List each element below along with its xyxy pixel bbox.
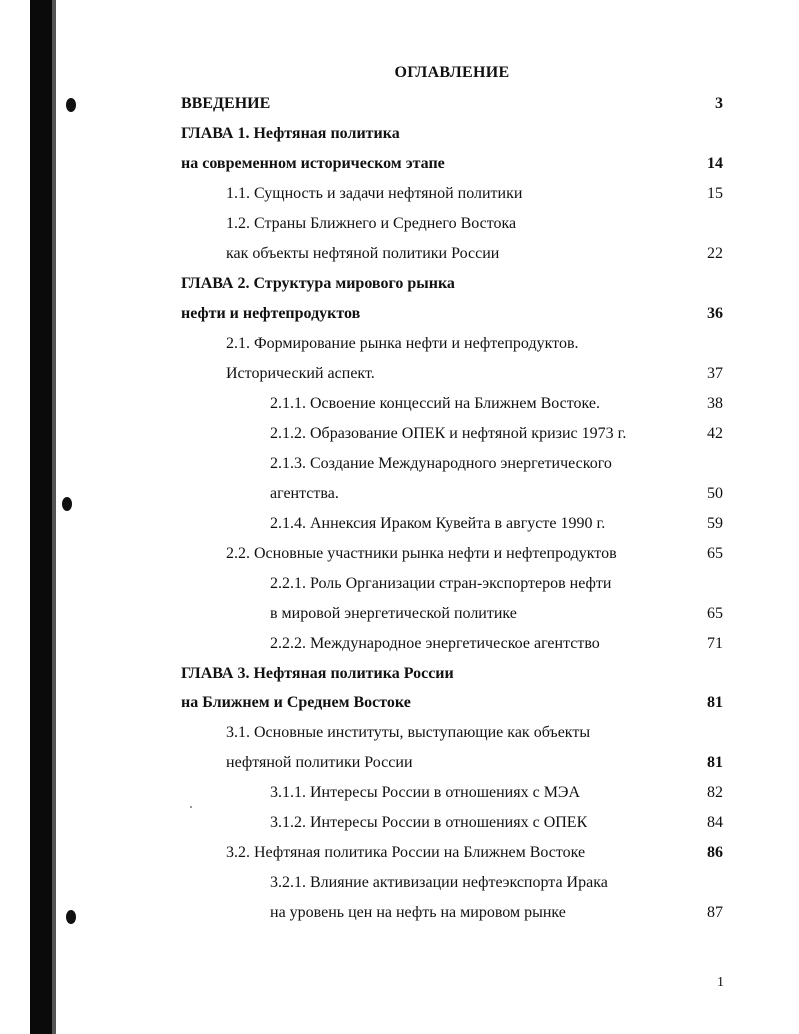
page-number: 1 <box>717 975 724 990</box>
toc-entry-text: 3.2. Нефтяная политика России на Ближнем Востоке <box>226 844 586 861</box>
toc-entry-text: 3.2.1. Влияние активизации нефтеэкспорта Ирака <box>270 874 608 891</box>
toc-entry-page: 37 <box>707 365 723 382</box>
toc-entry-page: 84 <box>707 814 723 831</box>
toc-entry-text: 2.1.1. Освоение концессий на Ближнем Востоке. <box>270 395 600 412</box>
toc-entry[interactable] <box>0 812 799 834</box>
toc-entry[interactable] <box>0 483 799 505</box>
toc-entry[interactable] <box>0 243 799 265</box>
toc-entry[interactable] <box>0 663 799 685</box>
toc-entry-text: Исторический аспект. <box>226 365 375 382</box>
toc-entry-text: 1.1. Сущность и задачи нефтяной политики <box>226 185 523 202</box>
toc-entry-page: 65 <box>707 545 723 562</box>
toc-entry-text: ГЛАВА 3. Нефтяная политика России <box>181 665 454 682</box>
toc-entry-text: 3.1.1. Интересы России в отношениях с МЭА <box>270 784 581 801</box>
toc-entry-text: как объекты нефтяной политики России <box>226 245 500 262</box>
toc-entry-page: 81 <box>707 754 723 771</box>
toc-entry[interactable] <box>0 543 799 565</box>
toc-entry-page: 71 <box>707 635 723 652</box>
toc-entry-text: на уровень цен на нефть на мировом рынке <box>270 904 566 921</box>
toc-entry[interactable] <box>0 722 799 744</box>
toc-entry[interactable] <box>0 453 799 475</box>
toc-entry-page: 14 <box>707 155 723 172</box>
toc-entry-text: 2.2. Основные участники рынка нефти и нефтепродуктов <box>226 545 617 562</box>
toc-entry-page: 59 <box>707 515 723 532</box>
toc-entry-page: 86 <box>707 844 723 861</box>
toc-entry[interactable] <box>0 902 799 924</box>
toc-entry-page: 87 <box>707 904 723 921</box>
toc-entry-page: 50 <box>707 485 723 502</box>
toc-entry[interactable] <box>0 692 799 714</box>
toc-entry-page: 36 <box>707 305 723 322</box>
toc-entry-text: ВВЕДЕНИЕ <box>181 95 271 112</box>
toc-entry[interactable] <box>0 213 799 235</box>
toc-entry-text: 2.2.1. Роль Организации стран-экспортеров нефти <box>270 575 612 592</box>
toc-entry-text: 2.1. Формирование рынка нефти и нефтепродуктов. <box>226 335 579 352</box>
toc-entry-text: агентства. <box>270 485 339 502</box>
toc-entry[interactable] <box>0 393 799 415</box>
toc-entry[interactable] <box>0 363 799 385</box>
toc-entry[interactable] <box>0 123 799 145</box>
toc-entry[interactable] <box>0 183 799 205</box>
toc-entry-text: ГЛАВА 2. Структура мирового рынка <box>181 275 455 292</box>
toc-entry[interactable] <box>0 423 799 445</box>
toc-entry[interactable] <box>0 573 799 595</box>
toc-title: ОГЛАВЛЕНИЕ <box>394 64 510 81</box>
toc-entry[interactable] <box>0 752 799 774</box>
toc-entry[interactable] <box>0 603 799 625</box>
toc-entry-text: 2.1.2. Образование ОПЕК и нефтяной кризис 1973 г. <box>270 425 627 442</box>
toc-entry-text: 2.1.4. Аннексия Ираком Кувейта в августе 1990 г. <box>270 515 606 532</box>
toc-entry-text: на Ближнем и Среднем Востоке <box>181 694 411 711</box>
toc-entry-text: 3.1.2. Интересы России в отношениях с ОПЕК <box>270 814 588 831</box>
toc-entry-text: нефтяной политики России <box>226 754 413 771</box>
toc-entry[interactable] <box>0 782 799 804</box>
toc-entry-page: 3 <box>715 95 723 112</box>
scan-speck <box>190 806 192 808</box>
toc-entry-text: ГЛАВА 1. Нефтяная политика <box>181 125 400 142</box>
toc-entry[interactable] <box>0 842 799 864</box>
toc-entry-page: 81 <box>707 694 723 711</box>
toc-entry-page: 65 <box>707 605 723 622</box>
toc-entry-text: 3.1. Основные институты, выступающие как объекты <box>226 724 591 741</box>
toc-entry[interactable] <box>0 513 799 535</box>
toc-entry-text: в мировой энергетической политике <box>270 605 517 622</box>
toc-entry[interactable] <box>0 153 799 175</box>
toc-entry[interactable] <box>0 333 799 355</box>
toc-entry-page: 15 <box>707 185 723 202</box>
toc-entry-page: 22 <box>707 245 723 262</box>
toc-entry[interactable] <box>0 93 799 115</box>
toc-entry-page: 42 <box>707 425 723 442</box>
toc-entry[interactable] <box>0 303 799 325</box>
toc-entry-text: нефти и нефтепродуктов <box>181 305 361 322</box>
toc-entry-page: 82 <box>707 784 723 801</box>
toc-entry-text: 2.2.2. Международное энергетическое агентство <box>270 635 600 652</box>
toc-entry-text: 1.2. Страны Ближнего и Среднего Востока <box>226 215 517 232</box>
toc-entry[interactable] <box>0 633 799 655</box>
toc-entry[interactable] <box>0 273 799 295</box>
toc-entry[interactable] <box>0 872 799 894</box>
toc-entry-page: 38 <box>707 395 723 412</box>
toc-entry-text: 2.1.3. Создание Международного энергетического <box>270 455 612 472</box>
toc-entry-text: на современном историческом этапе <box>181 155 445 172</box>
